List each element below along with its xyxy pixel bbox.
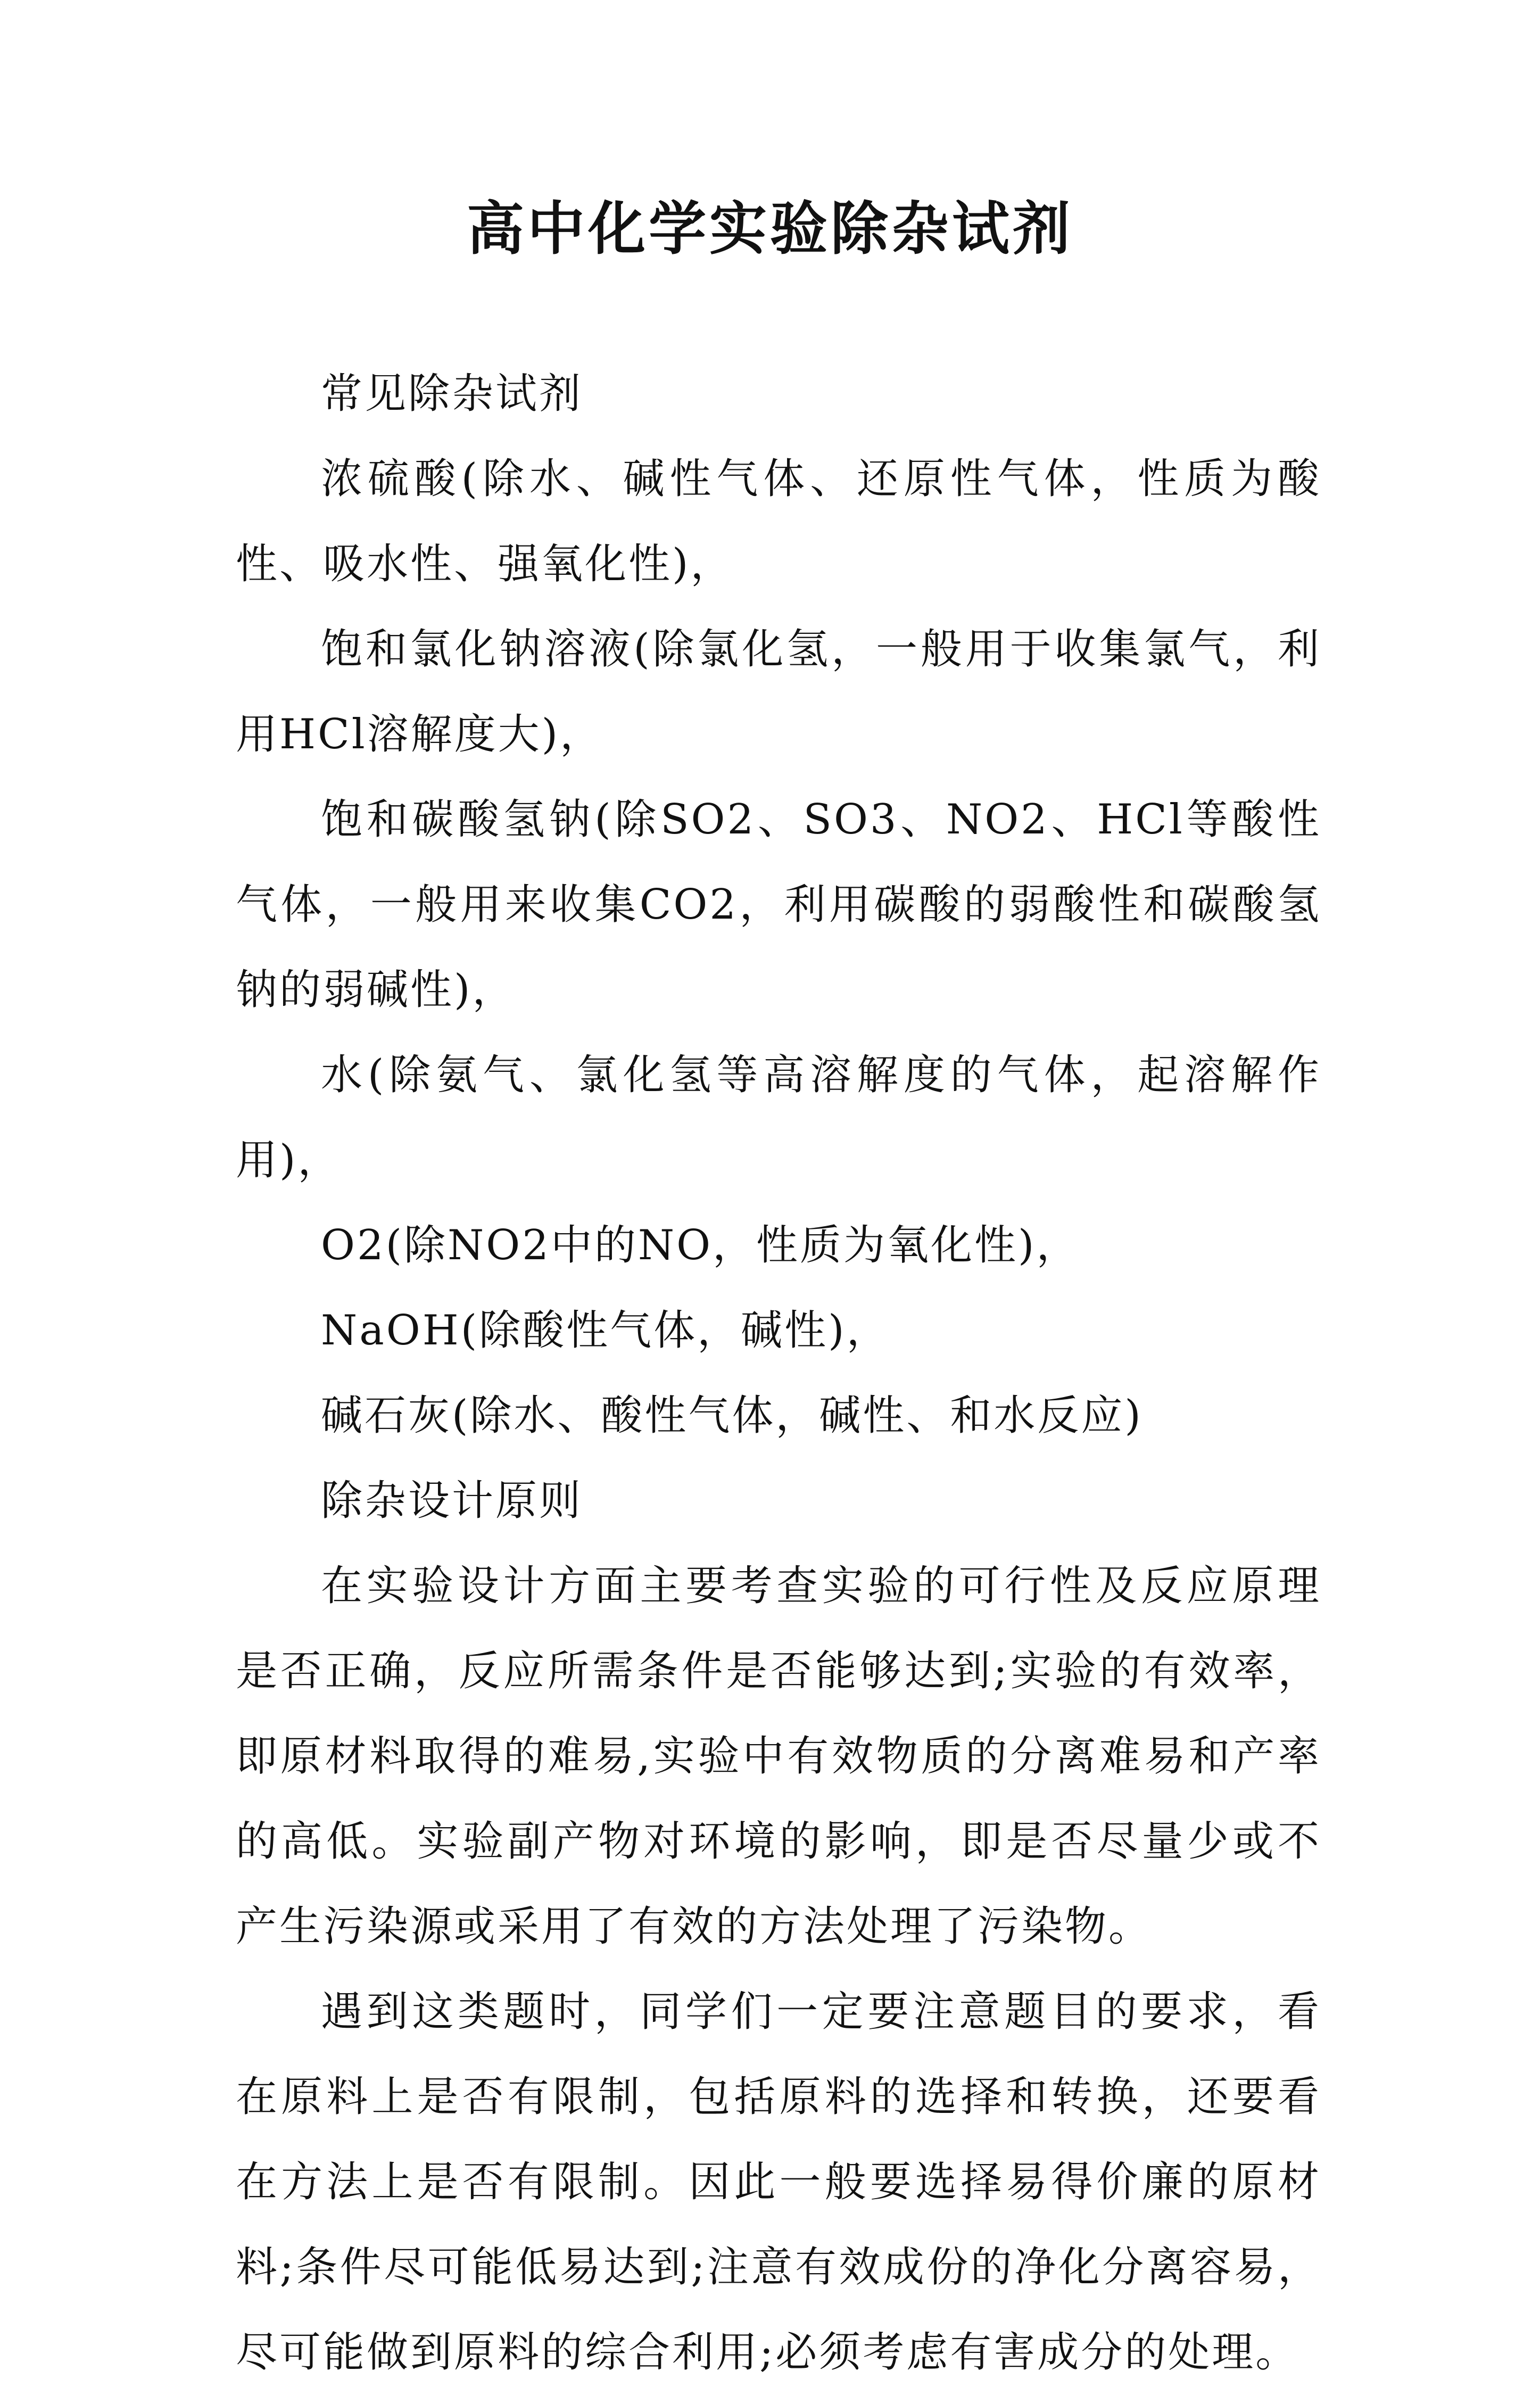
paragraph-problem-tips: 遇到这类题时，同学们一定要注意题目的要求，看在原料上是否有限制，包括原料的选择和转换，还要看在方法上是否有限制。因此一般要选择易得价廉的原材料;条件尽可能低易达到;注意有效成份的净化分离容易，尽可能做到原料的综合利用;必须考虑有害成分的处理。 [236,1988,1321,2376]
paragraph-naoh: NaOH(除酸性气体，碱性)， [321,1307,890,1355]
paragraph-sodium-chloride: 饱和氯化钠溶液(除氯化氢，一般用于收集氯气，利用HCl溶解度大)， [236,625,1321,758]
paragraph-oxygen: O2(除NO2中的NO，性质为氧化性)， [321,1221,1080,1269]
paragraph-heading-principles: 除杂设计原则 [321,1477,583,1525]
document-body [236,351,1321,2395]
paragraph-sulfuric-acid: 浓硫酸(除水、碱性气体、还原性气体，性质为酸性、吸水性、强氧化性)， [236,455,1321,588]
paragraph-water: 水(除氨气、氯化氢等高溶解度的气体，起溶解作用)， [236,1051,1321,1184]
paragraph-sodium-bicarbonate: 饱和碳酸氢钠(除SO2、SO3、NO2、HCl等酸性气体，一般用来收集CO2，利用碳酸的弱酸性和碳酸氢钠的弱碱性)， [236,796,1321,1014]
paragraph-experiment-design: 在实验设计方面主要考查实验的可行性及反应原理是否正确，反应所需条件是否能够达到;实验的有效率，即原材料取得的难易,实验中有效物质的分离难易和产率的高低。实验副产物对环境的影响，即是否尽量少或不产生污染源或采用了有效的方法处理了污染物。 [236,1562,1321,1951]
paragraph-soda-lime: 碱石灰(除水、酸性气体，碱性、和水反应) [321,1392,1143,1440]
document-title: 高中化学实验除杂试剂 [466,195,1073,262]
paragraph-heading-reagents: 常见除杂试剂 [321,370,583,418]
